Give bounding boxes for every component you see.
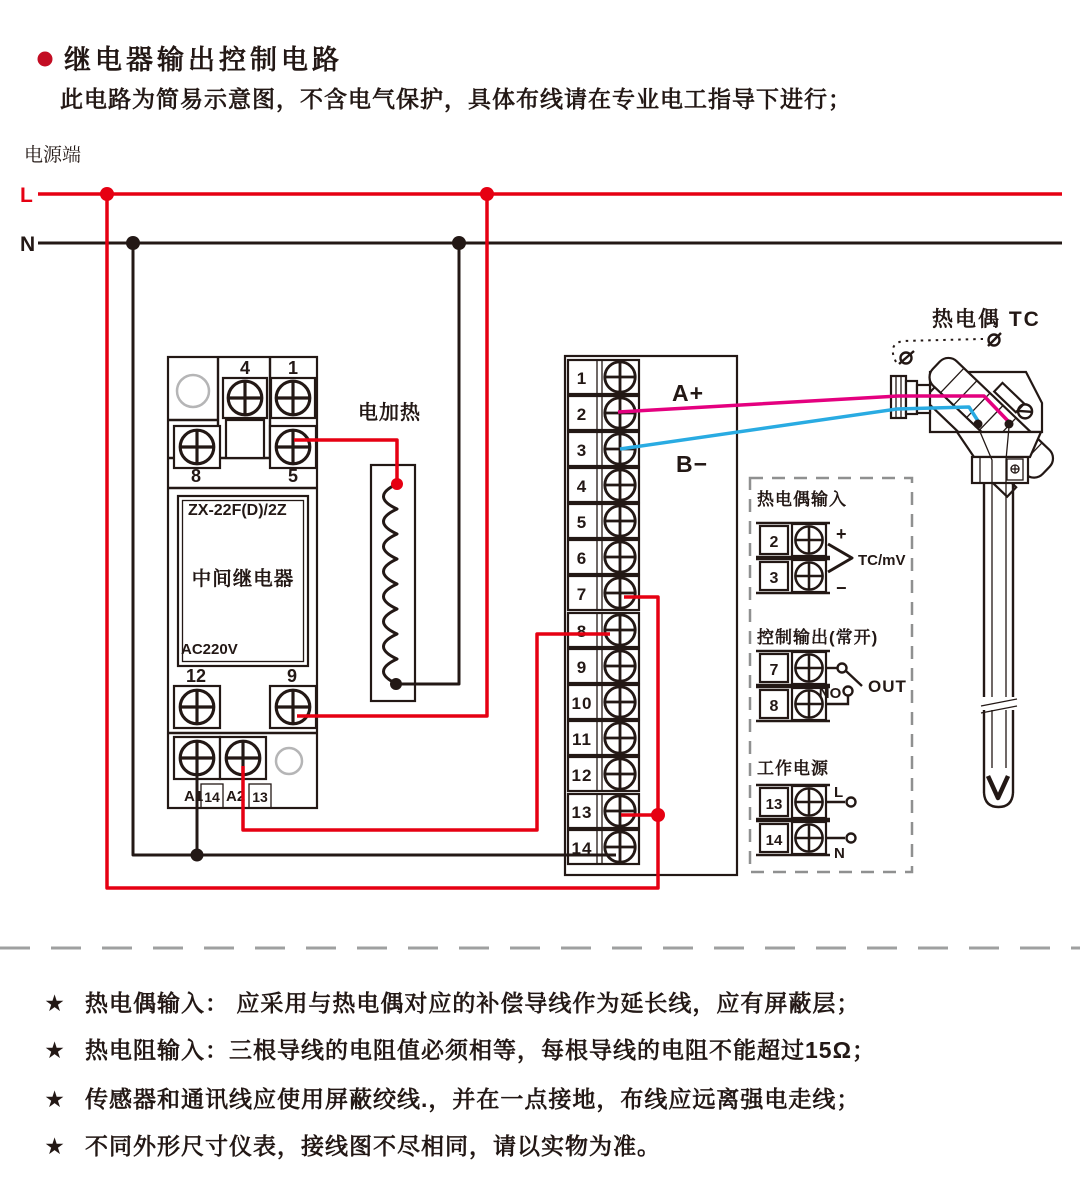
eyelet-screw-icon: [899, 351, 914, 364]
title-bullet-icon: [38, 52, 53, 67]
screw-terminal: [276, 690, 310, 724]
screw-terminal: [605, 362, 635, 392]
screw-terminal: [605, 759, 635, 789]
strip-number: 12: [571, 766, 593, 785]
relay-terminal-4: 4: [239, 358, 251, 378]
thermocouple-label: 热电偶 TC: [932, 308, 1041, 331]
tc-neck: [957, 432, 1041, 457]
screw-terminal: [605, 578, 635, 608]
strip-row: [568, 613, 639, 647]
strip-number: 8: [576, 622, 588, 641]
screw-terminal: [795, 654, 822, 681]
screw-terminal: [795, 562, 822, 589]
working-power-title: 工作电源: [757, 759, 829, 778]
screw-terminal: [180, 430, 214, 464]
strip-row: [568, 830, 639, 864]
power-l-label: L: [834, 784, 844, 801]
screw-terminal: [795, 824, 822, 851]
panel-terminal-3: [756, 559, 830, 593]
screw-terminal: [605, 723, 635, 753]
note-item: 热电偶输入： 应采用与热电偶对应的补偿导线作为延长线，应有屏蔽层；: [85, 990, 861, 1016]
screw-terminal: [605, 651, 635, 681]
junction-dot: [191, 849, 204, 862]
strip-row: [568, 757, 639, 791]
panel-terminal-14: [756, 821, 830, 855]
star-icon: ★: [44, 1037, 66, 1063]
signal-b-minus-label: B−: [675, 451, 709, 477]
relay-model: ZX-22F(D)/2Z: [188, 502, 287, 519]
star-icon: ★: [44, 1133, 66, 1159]
panel-terminal-13: [756, 785, 830, 819]
relay-terminal-12: 12: [185, 666, 207, 686]
relay-terminal-13: 13: [252, 789, 268, 805]
strip-row: [568, 649, 639, 683]
page-title: 继电器输出控制电路: [64, 45, 343, 75]
strip-number: 2: [576, 405, 588, 424]
power-n-label: N: [834, 845, 845, 862]
minus-sign: −: [836, 578, 847, 598]
strip-number: 11: [572, 730, 592, 749]
screw-terminal: [276, 381, 310, 415]
strip-number: 7: [576, 585, 588, 604]
eyelet-screw-icon: [988, 333, 1001, 346]
star-icon: ★: [44, 990, 66, 1016]
thermocouple: [891, 307, 1070, 793]
panel-number: 3: [769, 570, 779, 587]
relay-terminal-14: 14: [204, 789, 220, 805]
junction-dot: [126, 236, 140, 250]
relay-terminal-5: 5: [287, 466, 299, 486]
tc-input-title: 热电偶输入: [757, 490, 847, 509]
screw-terminal: [795, 526, 822, 553]
strip-row: [568, 794, 639, 828]
screw-terminal: [605, 687, 635, 717]
panel-terminal-7: [756, 651, 830, 685]
strip-number: 13: [571, 803, 593, 822]
screw-terminal: [180, 741, 214, 775]
heater-label: 电加热: [358, 402, 421, 424]
strip-number: 10: [571, 694, 593, 713]
screw-terminal: [605, 796, 635, 826]
strip-row: [568, 721, 639, 755]
star-icon: ★: [44, 1086, 66, 1112]
junction-dot: [100, 187, 114, 201]
screw-terminal: [180, 690, 214, 724]
screw-terminal: [795, 788, 822, 815]
strip-row: [568, 540, 639, 574]
tc-bracket: [828, 544, 852, 572]
strip-number: 6: [576, 549, 588, 568]
panel-number: 13: [765, 796, 783, 813]
strip-number: 9: [576, 658, 588, 677]
relay-terminal-9: 9: [286, 666, 298, 686]
signal-a-plus-label: A+: [671, 380, 705, 406]
note-item: 不同外形尺寸仪表，接线图不尽相同，请以实物为准。: [85, 1133, 661, 1159]
panel-terminal-2: [756, 523, 830, 557]
line-l-label: L: [20, 184, 33, 207]
relay-terminal-8: 8: [190, 466, 202, 486]
screw-terminal: [276, 430, 310, 464]
page-subtitle: 此电路为简易示意图，不含电气保护，具体布线请在专业电工指导下进行；: [60, 86, 852, 112]
strip-row: [568, 468, 639, 502]
junction-dot: [391, 478, 403, 490]
plus-sign: +: [836, 524, 847, 544]
relay-voltage: AC220V: [181, 641, 238, 658]
panel-number: 8: [769, 698, 779, 715]
panel-number: 14: [765, 832, 783, 849]
relay-name: 中间继电器: [191, 568, 295, 590]
screw-terminal: [605, 506, 635, 536]
power-terminal-label: 电源端: [24, 145, 82, 166]
strip-row: [568, 576, 639, 610]
screw-terminal: [228, 381, 262, 415]
tc-signal-label: TC/mV: [858, 552, 906, 569]
relay-terminal-a2: A2: [226, 788, 246, 805]
note-item: 热电阻输入：三根导线的电阻值必须相等，每根导线的电阻不能超过15Ω；: [85, 1037, 877, 1063]
panel-number: 7: [769, 662, 779, 679]
junction-dot: [390, 678, 402, 690]
junction-dot: [651, 808, 665, 822]
no-label: NO: [818, 685, 842, 702]
strip-number: 3: [576, 441, 588, 460]
heater-block: [358, 400, 421, 701]
panel-number: 2: [769, 534, 779, 551]
junction-dot: [480, 187, 494, 201]
tc-probe-junction: [988, 776, 1008, 798]
control-output-title: 控制输出(常开): [757, 628, 879, 647]
relay-block: [168, 357, 317, 808]
strip-row: [568, 360, 639, 394]
relay-terminal-a1: A1: [184, 788, 204, 805]
instrument-block: [565, 356, 737, 875]
strip-number: 14: [571, 839, 593, 858]
line-n-label: N: [20, 233, 36, 256]
strip-number: 4: [576, 477, 588, 496]
out-label: OUT: [868, 677, 907, 696]
strip-number: 1: [576, 369, 588, 388]
notes-list: [44, 990, 876, 1160]
screw-terminal: [605, 542, 635, 572]
strip-row: [568, 685, 639, 719]
strip-row: [568, 504, 639, 538]
note-item: 传感器和通讯线应使用屏蔽绞线.，并在一点接地，布线应远离强电走线；: [85, 1086, 861, 1112]
screw-terminal: [605, 615, 635, 645]
screw-terminal: [605, 470, 635, 500]
junction-dot: [452, 236, 466, 250]
terminal-guide-panel: [750, 478, 912, 872]
relay-terminal-1: 1: [287, 358, 299, 378]
screw-terminal: [605, 832, 635, 862]
strip-number: 5: [576, 513, 588, 532]
